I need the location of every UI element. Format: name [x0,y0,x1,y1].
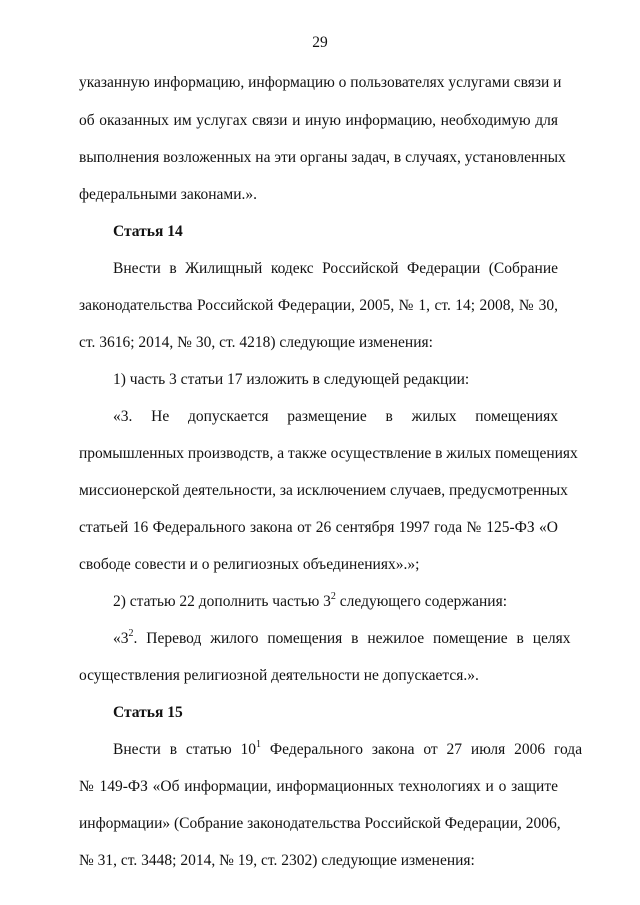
text-line: ст. 3616; 2014, № 30, ст. 4218) следующие изменения: [79,334,433,351]
text-span: «3 [113,630,129,647]
text-span: Федерального закона от 27 июля 2006 года [261,741,583,758]
text-line: информации» (Собрание законодательства Российской Федерации, 2006, [79,815,561,832]
text-line: промышленных производств, а также осуществление в жилых помещениях [79,445,578,462]
text-line: «3. Не допускается размещение в жилых помещениях [113,408,558,425]
text-line [113,627,571,649]
superscript: 2 [330,590,336,602]
text-span: следующего содержания: [335,593,508,610]
text-span: 2) статью 22 дополнить частью 3 [113,593,331,610]
text-line: статьей 16 Федерального закона от 26 сентября 1997 года № 125-ФЗ «О [79,519,558,536]
text-span: . Перевод жилого помещения в нежилое помещение в целях [133,630,571,647]
superscript: 2 [128,627,134,639]
text-line: об оказанных им услугах связи и иную информацию, необходимую для [79,112,558,129]
text-line [113,738,583,760]
text-line: миссионерской деятельности, за исключением случаев, предусмотренных [79,482,568,499]
article-14-heading: Статья 14 [113,223,183,240]
text-line: свободе совести и о религиозных объединениях».»; [79,556,420,573]
text-line: выполнения возложенных на эти органы задач, в случаях, установленных [79,149,566,166]
superscript: 1 [256,738,262,750]
article-15-heading: Статья 15 [113,704,183,721]
page-number: 29 [312,34,328,51]
text-line: федеральными законами.». [79,186,258,203]
text-span: Внести в статью 10 [113,741,257,758]
text-line: Внести в Жилищный кодекс Российской Федерации (Собрание [113,260,558,277]
text-line: № 149-ФЗ «Об информации, информационных технологиях и о защите [79,778,558,795]
text-line: 1) часть 3 статьи 17 изложить в следующей редакции: [113,371,470,388]
text-line: № 31, ст. 3448; 2014, № 19, ст. 2302) следующие изменения: [79,852,475,869]
text-line [113,592,558,612]
text-line: законодательства Российской Федерации, 2005, № 1, ст. 14; 2008, № 30, [79,297,558,314]
text-line: осуществления религиозной деятельности не допускается.». [79,667,479,684]
text-line: указанную информацию, информацию о пользователях услугами связи и [79,74,562,91]
